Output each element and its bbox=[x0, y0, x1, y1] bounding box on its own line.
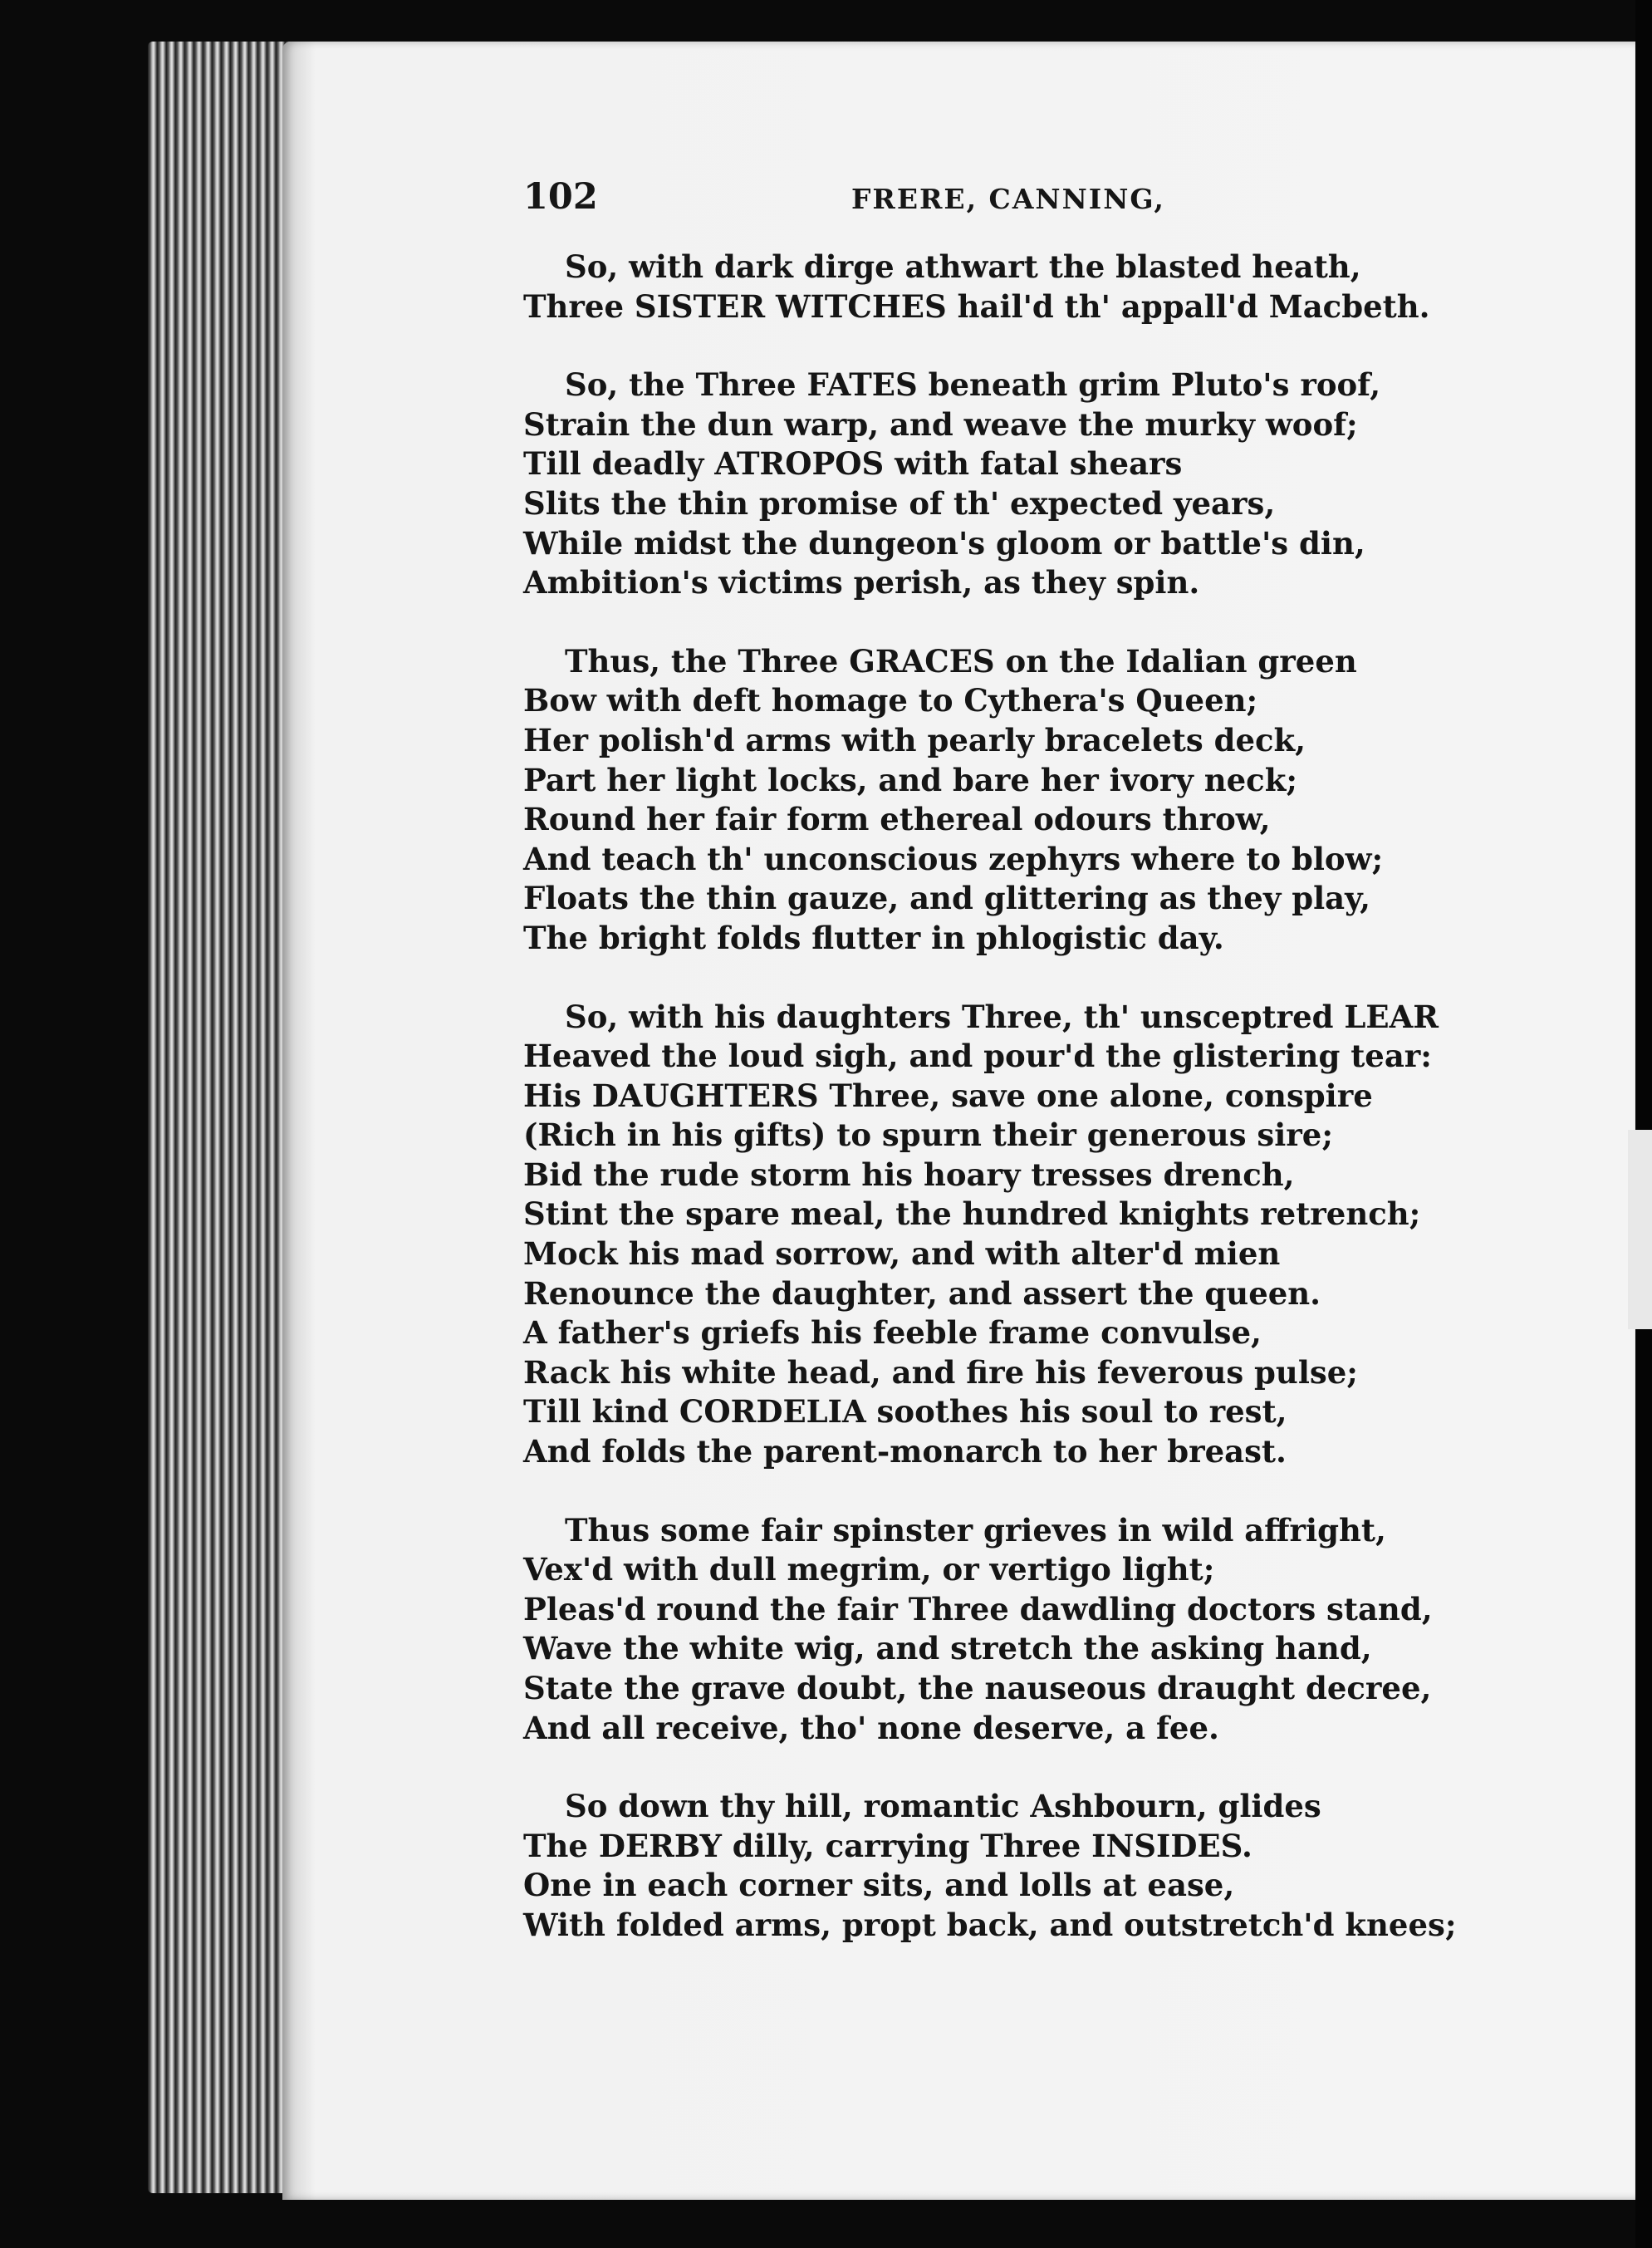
poem-line: And teach th' unconscious zephyrs where to blow; bbox=[523, 840, 1384, 877]
poem-line: Rack his white head, and fire his feverous pulse; bbox=[523, 1353, 1358, 1391]
poem-line: Strain the dun warp, and weave the murky woof; bbox=[523, 405, 1358, 443]
stanza-2 bbox=[523, 366, 1520, 603]
poem-line: Bid the rude storm his hoary tresses drench, bbox=[523, 1156, 1295, 1193]
poem-line: And folds the parent-monarch to her breast. bbox=[523, 1433, 1287, 1470]
poem-line: The DERBY dilly, carrying Three INSIDES. bbox=[523, 1827, 1252, 1864]
stanza-3 bbox=[523, 642, 1520, 959]
poem-line: Thus, the Three GRACES on the Idalian green bbox=[565, 642, 1357, 680]
poem-line: Wave the white wig, and stretch the asking hand, bbox=[523, 1630, 1372, 1667]
stanza-4 bbox=[523, 998, 1520, 1472]
poem-line: Ambition's victims perish, as they spin. bbox=[523, 564, 1200, 601]
poem-line: So, with dark dirge athwart the blasted heath, bbox=[565, 248, 1361, 285]
poem-line: One in each corner sits, and lolls at ease, bbox=[523, 1867, 1235, 1904]
poem-line: The bright folds flutter in phlogistic day. bbox=[523, 919, 1224, 956]
poem-line: While midst the dungeon's gloom or battle's din, bbox=[523, 524, 1365, 562]
poem-line: His DAUGHTERS Three, save one alone, conspire bbox=[523, 1077, 1373, 1114]
book-page-edges bbox=[148, 42, 297, 2193]
poem-line: Till kind CORDELIA soothes his soul to rest, bbox=[523, 1393, 1287, 1431]
poem-line: State the grave doubt, the nauseous draught decree, bbox=[523, 1670, 1432, 1706]
next-page-edge bbox=[1628, 1130, 1652, 1329]
poem-line: Heaved the loud sigh, and pour'd the glistering tear: bbox=[523, 1038, 1432, 1075]
poem-line: Slits the thin promise of th' expected years, bbox=[523, 484, 1276, 522]
stanza-6 bbox=[523, 1787, 1520, 1945]
page-header bbox=[523, 176, 1437, 226]
stanza-5 bbox=[523, 1511, 1520, 1749]
stanza-1 bbox=[523, 248, 1520, 326]
poem-line: Bow with deft homage to Cythera's Queen; bbox=[523, 682, 1258, 719]
poem-line: Vex'd with dull megrim, or vertigo light; bbox=[523, 1551, 1215, 1588]
poem-line: Her polish'd arms with pearly bracelets deck, bbox=[523, 721, 1306, 758]
poem-line: Renounce the daughter, and assert the queen. bbox=[523, 1274, 1321, 1312]
poem-line: With folded arms, propt back, and outstretch'd knees; bbox=[523, 1906, 1457, 1943]
poem-line: Thus some fair spinster grieves in wild affright, bbox=[565, 1511, 1386, 1549]
scan-border bbox=[1635, 0, 1652, 2248]
poem-line: Pleas'd round the fair Three dawdling doctors stand, bbox=[523, 1590, 1433, 1627]
poem-line: Mock his mad sorrow, and with alter'd mien bbox=[523, 1235, 1281, 1273]
poem-line: Round her fair form ethereal odours throw, bbox=[523, 801, 1271, 838]
poem-line: So down thy hill, romantic Ashbourn, glides bbox=[565, 1788, 1321, 1825]
poem-line: Part her light locks, and bare her ivory neck; bbox=[523, 761, 1298, 798]
poem-line: Stint the spare meal, the hundred knights retrench; bbox=[523, 1195, 1421, 1233]
poem-line: And all receive, tho' none deserve, a fee. bbox=[523, 1709, 1219, 1746]
poem-line: Till deadly ATROPOS with fatal shears bbox=[523, 445, 1183, 483]
poem-line: A father's griefs his feeble frame convulse, bbox=[523, 1314, 1262, 1352]
running-head: FRERE, CANNING, bbox=[851, 183, 1165, 215]
poem-line: Floats the thin gauze, and glittering as they play, bbox=[523, 880, 1370, 917]
poem-line: Three SISTER WITCHES hail'd th' appall'd Macbeth. bbox=[523, 287, 1430, 325]
poem-line: So, the Three FATES beneath grim Pluto's roof, bbox=[565, 366, 1381, 404]
poem-line: So, with his daughters Three, th' unsceptred LEAR bbox=[565, 998, 1439, 1035]
page-number: 102 bbox=[523, 176, 598, 218]
poem-line: (Rich in his gifts) to spurn their generous sire; bbox=[523, 1117, 1333, 1154]
poem-text bbox=[523, 248, 1520, 1985]
